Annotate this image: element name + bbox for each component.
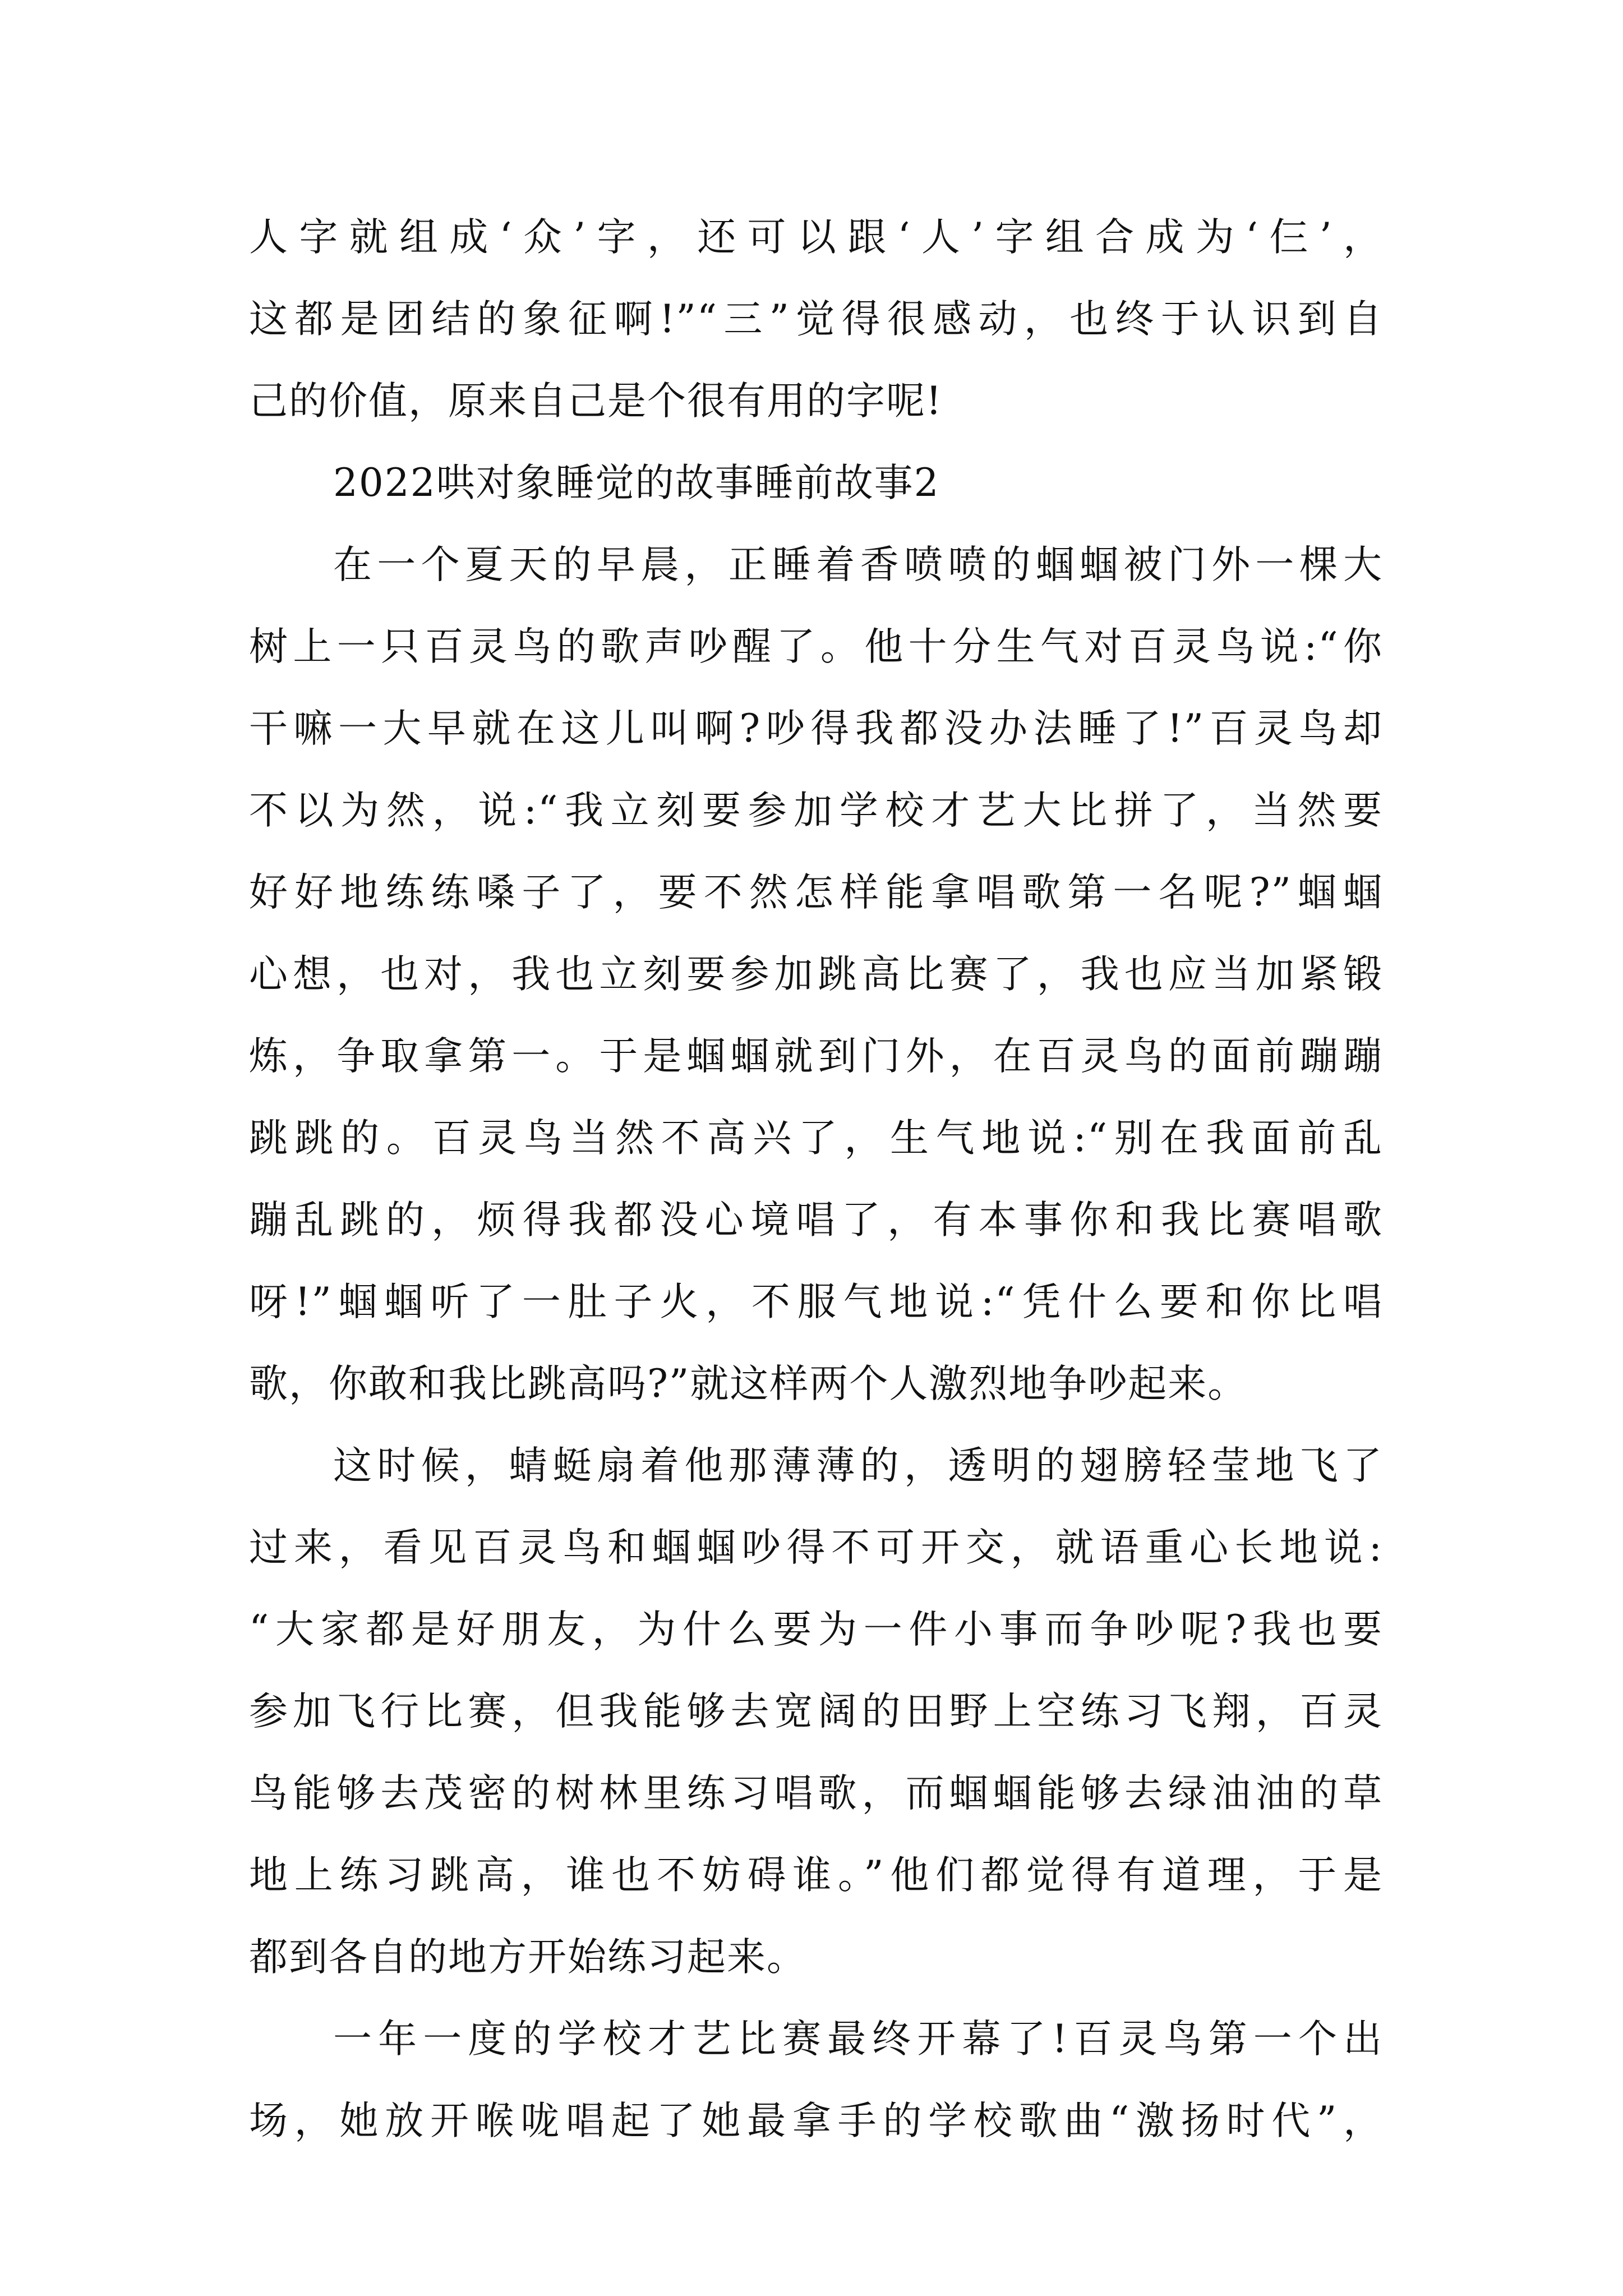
text-line: 一年一度的学校才艺比赛最终开幕了!百灵鸟第一个出 bbox=[333, 2017, 1383, 2062]
paragraph-continuation bbox=[249, 196, 1383, 442]
document-body bbox=[249, 196, 1383, 2162]
text-line: 歌，你敢和我比跳高吗?”就这样两个人激烈地争吵起来。 bbox=[249, 1361, 1248, 1406]
text-line: 这时候，蜻蜓扇着他那薄薄的，透明的翅膀轻莹地飞了 bbox=[333, 1443, 1383, 1488]
paragraph-story-1 bbox=[249, 524, 1383, 1425]
section-heading bbox=[249, 442, 1383, 524]
text-line: 树上一只百灵鸟的歌声吵醒了。他十分生气对百灵鸟说:“你 bbox=[249, 624, 1383, 669]
text-line: 干嘛一大早就在这儿叫啊?吵得我都没办法睡了!”百灵鸟却 bbox=[249, 706, 1383, 751]
heading-text: 2022哄对象睡觉的故事睡前故事2 bbox=[333, 461, 940, 505]
text-line: 在一个夏天的早晨，正睡着香喷喷的蝈蝈被门外一棵大 bbox=[333, 542, 1383, 587]
text-line: 心想，也对，我也立刻要参加跳高比赛了，我也应当加紧锻 bbox=[249, 952, 1383, 997]
text-line: 过来，看见百灵鸟和蝈蝈吵得不可开交，就语重心长地说: bbox=[249, 1525, 1383, 1570]
text-line: 不以为然，说:“我立刻要参加学校才艺大比拼了，当然要 bbox=[249, 788, 1383, 833]
text-line: 跳跳的。百灵鸟当然不高兴了，生气地说:“别在我面前乱 bbox=[249, 1116, 1383, 1161]
text-line: 好好地练练嗓子了，要不然怎样能拿唱歌第一名呢?”蝈蝈 bbox=[249, 870, 1383, 915]
text-line: 炼，争取拿第一。于是蝈蝈就到门外，在百灵鸟的面前蹦蹦 bbox=[249, 1034, 1383, 1079]
text-line: 人字就组成‘众’字，还可以跟‘人’字组合成为‘仨’， bbox=[249, 215, 1383, 260]
text-line: 蹦乱跳的，烦得我都没心境唱了，有本事你和我比赛唱歌 bbox=[249, 1198, 1383, 1243]
paragraph-story-3 bbox=[249, 1998, 1383, 2162]
text-line: 参加飞行比赛，但我能够去宽阔的田野上空练习飞翔，百灵 bbox=[249, 1689, 1383, 1734]
text-line: 场，她放开喉咙唱起了她最拿手的学校歌曲“激扬时代”， bbox=[249, 2099, 1383, 2143]
text-line: “大家都是好朋友，为什么要为一件小事而争吵呢?我也要 bbox=[249, 1607, 1383, 1652]
text-line: 己的价值，原来自己是个很有用的字呢! bbox=[249, 379, 943, 424]
text-line: 都到各自的地方开始练习起来。 bbox=[249, 1935, 806, 1980]
text-line: 呀!”蝈蝈听了一肚子火，不服气地说:“凭什么要和你比唱 bbox=[249, 1280, 1383, 1324]
paragraph-story-2 bbox=[249, 1425, 1383, 1998]
text-line: 地上练习跳高，谁也不妨碍谁。”他们都觉得有道理，于是 bbox=[249, 1853, 1383, 1898]
text-line: 鸟能够去茂密的树林里练习唱歌，而蝈蝈能够去绿油油的草 bbox=[249, 1771, 1383, 1816]
text-line: 这都是团结的象征啊!”“三”觉得很感动，也终于认识到自 bbox=[249, 297, 1383, 342]
